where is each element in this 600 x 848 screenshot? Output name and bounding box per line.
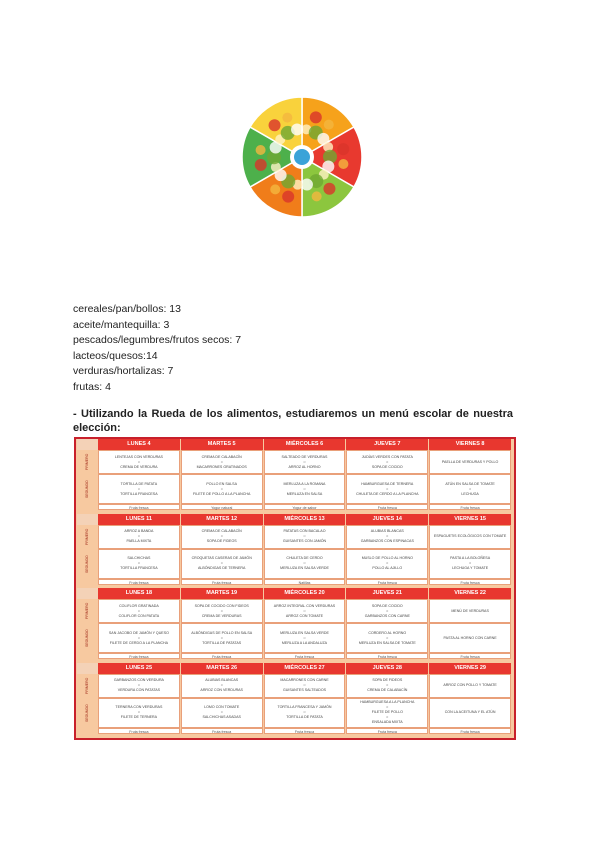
week-header-corner <box>77 588 98 599</box>
day-header: LUNES 4 <box>98 439 180 450</box>
second-course-cell <box>429 549 511 579</box>
or-separator: o <box>137 459 140 464</box>
dish: GARBANZOS CON ESPINACAS <box>360 539 414 543</box>
or-separator: o <box>386 715 389 719</box>
dish: PASTA A LA BOLOÑESA <box>450 556 491 560</box>
dish: MENÚ DE VERDURAS <box>451 608 489 613</box>
dish: ENSALADA MIXTA <box>371 720 403 724</box>
or-separator: o <box>137 608 140 613</box>
day-header: VIERNES 15 <box>429 514 511 525</box>
first-course-cell <box>346 674 428 698</box>
day-header: MARTES 26 <box>181 663 263 674</box>
or-separator: o <box>137 635 140 640</box>
dish: MUSLO DE POLLO AL HORNO <box>361 556 413 560</box>
dish: ARROZ INTEGRAL CON VERDURAS <box>273 603 336 608</box>
dish: FILETE DE POLLO A LA PLANCHA <box>193 491 251 496</box>
day-header: LUNES 11 <box>98 514 180 525</box>
or-separator: o <box>303 635 306 640</box>
day-header: MARTES 12 <box>181 514 263 525</box>
dish: HAMBURGUESA DE TERNERA <box>361 481 414 486</box>
dish: CHULETA DE CERDO A LA PLANCHA <box>356 491 419 496</box>
first-course-cell <box>346 525 428 549</box>
dish: MERLUZA EN SALSA <box>286 491 323 496</box>
side-label-primero: PRIMERO <box>77 525 97 549</box>
dish: MACARRONES CON CARNE <box>280 678 329 682</box>
or-separator: o <box>220 635 223 640</box>
first-course-cell <box>429 525 511 549</box>
first-course-cell <box>264 450 346 474</box>
dish: CROQUETAS CASERAS DE JAMÓN <box>191 556 252 560</box>
food-icon <box>282 191 294 203</box>
food-icon <box>337 143 349 155</box>
first-course-cell <box>264 599 346 623</box>
dish: JUDÍAS VERDES CON PATATA <box>361 454 413 459</box>
dish: SAN JACOBO DE JAMÓN Y QUESO <box>108 630 169 635</box>
second-course-cell <box>181 474 263 504</box>
dish: HAMBURGUESA A LA PLANCHA <box>360 700 415 704</box>
or-separator: o <box>469 561 472 565</box>
dessert-cell: Fruta fresca <box>181 653 263 659</box>
dish: ARROZ CON TOMATE <box>285 613 324 618</box>
second-course-cell <box>98 474 180 504</box>
food-icon <box>255 159 267 171</box>
dessert-cell: Natillas <box>264 579 346 585</box>
second-course-cell <box>429 474 511 504</box>
dish: VERDURA CON PATATAS <box>117 688 161 692</box>
dessert-cell: Fruta fresca <box>429 653 511 659</box>
second-course-cell <box>346 474 428 504</box>
count-line: verduras/hortalizas: 7 <box>73 365 174 377</box>
count-line: pescados/legumbres/frutos secos: 7 <box>73 334 242 346</box>
count-line: aceite/mantequilla: 3 <box>73 318 170 331</box>
dish: MERLUZA EN SALSA VERDE <box>280 630 329 635</box>
dish: SALCHICHAS ASADAS <box>202 715 241 719</box>
dish: LOMO CON TOMATE <box>204 705 240 709</box>
first-course-cell <box>429 450 511 474</box>
second-course-cell <box>346 549 428 579</box>
day-header: MIÉRCOLES 13 <box>264 514 346 525</box>
day-header: VIERNES 8 <box>429 439 511 450</box>
dish: SALCHICHAS <box>127 556 151 560</box>
dish: MERLUZA A LA ANDALUZA <box>281 640 328 645</box>
dish: ALBÓNDIGAS DE POLLO EN SALSA <box>191 630 253 635</box>
second-course-cell <box>429 698 511 728</box>
day-header: MIÉRCOLES 6 <box>264 439 346 450</box>
second-course-cell <box>98 698 180 728</box>
day-header: JUEVES 21 <box>346 588 428 599</box>
first-course-cell <box>429 674 511 698</box>
dessert-cell: Fruta fresca <box>98 653 180 659</box>
dish: ALUBIAS BLANCAS <box>205 678 239 682</box>
dish: LENTEJAS CON VERDURAS <box>114 454 163 459</box>
or-separator: o <box>220 561 223 565</box>
dessert-cell: Yogur natural <box>181 504 263 510</box>
or-separator: o <box>137 683 140 687</box>
or-separator: o <box>386 459 389 464</box>
dish: POLLO EN SALSA <box>206 481 237 486</box>
second-course-cell <box>264 698 346 728</box>
food-icon <box>312 191 322 201</box>
food-icon <box>269 119 281 131</box>
food-icon <box>310 111 322 123</box>
dish: MERLUZA A LA ROMANA <box>283 481 326 486</box>
first-course-cell <box>181 674 263 698</box>
dish: SOPA DE COCIDO <box>371 603 403 608</box>
dish: CON LA ACEITUNA Y EL ATÚN <box>444 710 496 714</box>
first-course-cell <box>98 674 180 698</box>
dish: FILETE DE POLLO <box>371 710 403 714</box>
dessert-cell: Fruta fresca <box>429 504 511 510</box>
week-header-corner <box>77 663 98 674</box>
first-course-cell <box>98 450 180 474</box>
second-course-cell <box>98 549 180 579</box>
dish: COLIFLOR GRATINADA <box>119 603 159 608</box>
dish: TORTILLA DE PATATA <box>286 715 323 719</box>
or-separator: o <box>303 486 306 491</box>
side-label-segundo: SEGUNDO <box>77 698 97 728</box>
food-group-counts <box>73 302 241 395</box>
food-icon <box>256 145 266 155</box>
side-label-primero: PRIMERO <box>77 674 97 698</box>
dish: SOPA DE FIDEOS <box>206 539 237 543</box>
dish: SOPA DE COCIDO CON FIDEOS <box>194 603 249 608</box>
or-separator: o <box>386 705 389 709</box>
first-course-cell <box>181 450 263 474</box>
dessert-cell: Fruta fresca <box>429 728 511 734</box>
dish: SALTEADO DE VERDURAS <box>281 454 328 459</box>
first-course-cell <box>181 599 263 623</box>
day-header: VIERNES 29 <box>429 663 511 674</box>
second-course-cell <box>346 698 428 728</box>
dessert-cell: Yogur de sabor <box>264 504 346 510</box>
dish: GARBANZOS CON VERDURA <box>113 678 164 682</box>
or-separator: o <box>220 683 223 687</box>
dessert-cell: Fruta fresca <box>98 579 180 585</box>
or-separator: o <box>386 683 389 687</box>
or-separator: o <box>137 534 140 538</box>
dessert-cell: Fruta fresca <box>98 728 180 734</box>
dish: LECHUGA <box>461 491 479 496</box>
or-separator: o <box>303 710 306 714</box>
dish: MERLUZA EN SALSA VERDE <box>280 566 329 570</box>
dessert-cell: Fruta fresca <box>346 504 428 510</box>
dish: TORTILLA FRANCESA <box>120 566 158 570</box>
first-course-cell <box>98 599 180 623</box>
dish: TORTILLA FRANCESA Y JAMÓN <box>277 705 332 709</box>
or-separator: o <box>303 534 306 538</box>
side-label-segundo: SEGUNDO <box>77 623 97 653</box>
dish: CREMA DE VERDURA <box>120 464 158 469</box>
or-separator: o <box>220 608 223 613</box>
dish: POLLO AL AJILLO <box>372 566 403 570</box>
second-course-cell <box>429 623 511 653</box>
food-icon <box>324 120 334 130</box>
menu-week <box>76 588 514 663</box>
food-icon <box>301 179 313 191</box>
side-label-primero: PRIMERO <box>77 450 97 474</box>
count-line: frutas: 4 <box>73 380 111 393</box>
dessert-cell: Fruta fresca <box>181 728 263 734</box>
day-header: LUNES 25 <box>98 663 180 674</box>
dish: FILETE DE TERNERA <box>120 715 158 719</box>
or-separator: o <box>137 561 140 565</box>
dish: PAELLA MIXTA <box>126 539 152 543</box>
menu-week <box>76 514 514 589</box>
or-separator: o <box>303 459 306 464</box>
or-separator: o <box>386 608 389 613</box>
dish: SOPA DE FIDEOS <box>372 678 403 682</box>
or-separator: o <box>303 683 306 687</box>
first-course-cell <box>98 525 180 549</box>
second-course-cell <box>264 549 346 579</box>
day-header: MIÉRCOLES 20 <box>264 588 346 599</box>
side-label-segundo: SEGUNDO <box>77 549 97 579</box>
dessert-cell: Fruta fresca <box>346 579 428 585</box>
second-course-cell <box>181 549 263 579</box>
or-separator: o <box>386 561 389 565</box>
count-line: cereales/pan/bollos: 13 <box>73 303 181 315</box>
dish: CREMA DE VERDURAS <box>201 613 242 618</box>
second-course-cell <box>181 698 263 728</box>
first-course-cell <box>429 599 511 623</box>
dish: ESPAGUETIS ECOLÓGICOS CON TOMATE <box>433 534 507 538</box>
day-header: JUEVES 14 <box>346 514 428 525</box>
or-separator: o <box>469 486 472 491</box>
food-icon <box>282 113 292 123</box>
dish: COLIFLOR CON PATATA <box>118 613 160 618</box>
second-course-cell <box>346 623 428 653</box>
menu-week <box>76 663 514 738</box>
runner-icon <box>294 149 310 165</box>
day-header: LUNES 18 <box>98 588 180 599</box>
dish: ARROZ CON VERDURAS <box>200 688 243 692</box>
day-header: JUEVES 7 <box>346 439 428 450</box>
dish: PATATAS CON BACALAO <box>283 529 326 533</box>
intro-paragraph: - Utilizando la Rueda de los alimentos, estudiaremos un menú escolar de nuestra elección: <box>73 408 513 434</box>
first-course-cell <box>181 525 263 549</box>
or-separator: o <box>386 486 389 491</box>
dessert-cell: Fruta fresca <box>346 653 428 659</box>
first-course-cell <box>264 674 346 698</box>
dish: MERLUZA EN SALSA DE TOMATE <box>358 640 416 645</box>
dessert-cell: Fruta fresca <box>98 504 180 510</box>
or-separator: o <box>220 459 223 464</box>
school-menu-table <box>74 437 516 740</box>
or-separator: o <box>137 486 140 491</box>
dish: FILETE DE CERDO A LA PLANCHA <box>109 640 169 645</box>
day-header: MARTES 19 <box>181 588 263 599</box>
second-course-cell <box>98 623 180 653</box>
side-label-segundo: SEGUNDO <box>77 474 97 504</box>
day-header: MARTES 5 <box>181 439 263 450</box>
second-course-cell <box>264 623 346 653</box>
dish: ALBÓNDIGAS DE TERNERA <box>197 566 246 570</box>
food-icon <box>338 159 348 169</box>
dish: CORDERO AL HORNO <box>368 630 407 635</box>
dish: TORTILLA DE PATATAS <box>202 640 242 645</box>
dish: CHULETA DE CERDO <box>286 556 323 560</box>
dessert-cell: Fruta fresca <box>264 728 346 734</box>
dish: ARROZ AL HORNO <box>288 464 321 469</box>
or-separator: o <box>220 710 223 714</box>
day-header: JUEVES 28 <box>346 663 428 674</box>
first-course-cell <box>346 450 428 474</box>
dessert-cell: Fruta fresca <box>264 653 346 659</box>
dish: PASTA AL HORNO CON CARNE <box>443 635 497 640</box>
dish: GUISANTES SALTEADOS <box>282 688 327 692</box>
or-separator: o <box>220 534 223 538</box>
first-course-cell <box>346 599 428 623</box>
dish: MACARRONES GRATINADOS <box>196 464 247 469</box>
dish: LECHUGA Y TOMATE <box>452 566 489 570</box>
dish: ARROZ CON POLLO Y TOMATE <box>443 683 497 687</box>
day-header: MIÉRCOLES 27 <box>264 663 346 674</box>
or-separator: o <box>303 561 306 565</box>
food-icon <box>270 184 280 194</box>
food-icon <box>291 123 303 135</box>
food-wheel-image <box>240 95 364 219</box>
menu-week <box>76 439 514 514</box>
dish: CREMA DE CALABACÍN <box>201 454 242 459</box>
second-course-cell <box>264 474 346 504</box>
dish: PAELLA DE VERDURAS Y POLLO <box>441 459 499 464</box>
week-header-corner <box>77 439 98 450</box>
side-label-primero: PRIMERO <box>77 599 97 623</box>
day-header: VIERNES 22 <box>429 588 511 599</box>
dish: TORTILLA FRANCESA <box>120 491 158 496</box>
or-separator: o <box>220 486 223 491</box>
food-icon <box>323 183 335 195</box>
dish: ATÚN EN SALSA DE TOMATE <box>445 481 495 486</box>
dish: GUISANTES CON JAMÓN <box>282 539 327 543</box>
dish: ALUBIAS BLANCAS <box>370 529 404 533</box>
or-separator: o <box>137 710 140 714</box>
dessert-cell: Fruta fresca <box>346 728 428 734</box>
dish: TORTILLA DE PATATA <box>120 481 158 486</box>
dessert-cell: Fruta fresca <box>181 579 263 585</box>
first-course-cell <box>264 525 346 549</box>
or-separator: o <box>386 534 389 538</box>
dish: GARBANZOS CON CARNE <box>364 613 410 618</box>
or-separator: o <box>303 608 306 613</box>
dish: ARROZ A BANDA <box>124 529 154 533</box>
dish: SOPA DE COCIDO <box>371 464 403 469</box>
dessert-cell: Fruta fresca <box>429 579 511 585</box>
dish: CREMA DE CALABACÍN <box>201 529 242 533</box>
dish: TERNERA CON VERDURAS <box>115 705 163 709</box>
or-separator: o <box>386 635 389 640</box>
count-line: lacteos/quesos:14 <box>73 349 158 362</box>
week-header-corner <box>77 514 98 525</box>
second-course-cell <box>181 623 263 653</box>
dish: CREMA DE CALABACÍN <box>367 688 408 692</box>
